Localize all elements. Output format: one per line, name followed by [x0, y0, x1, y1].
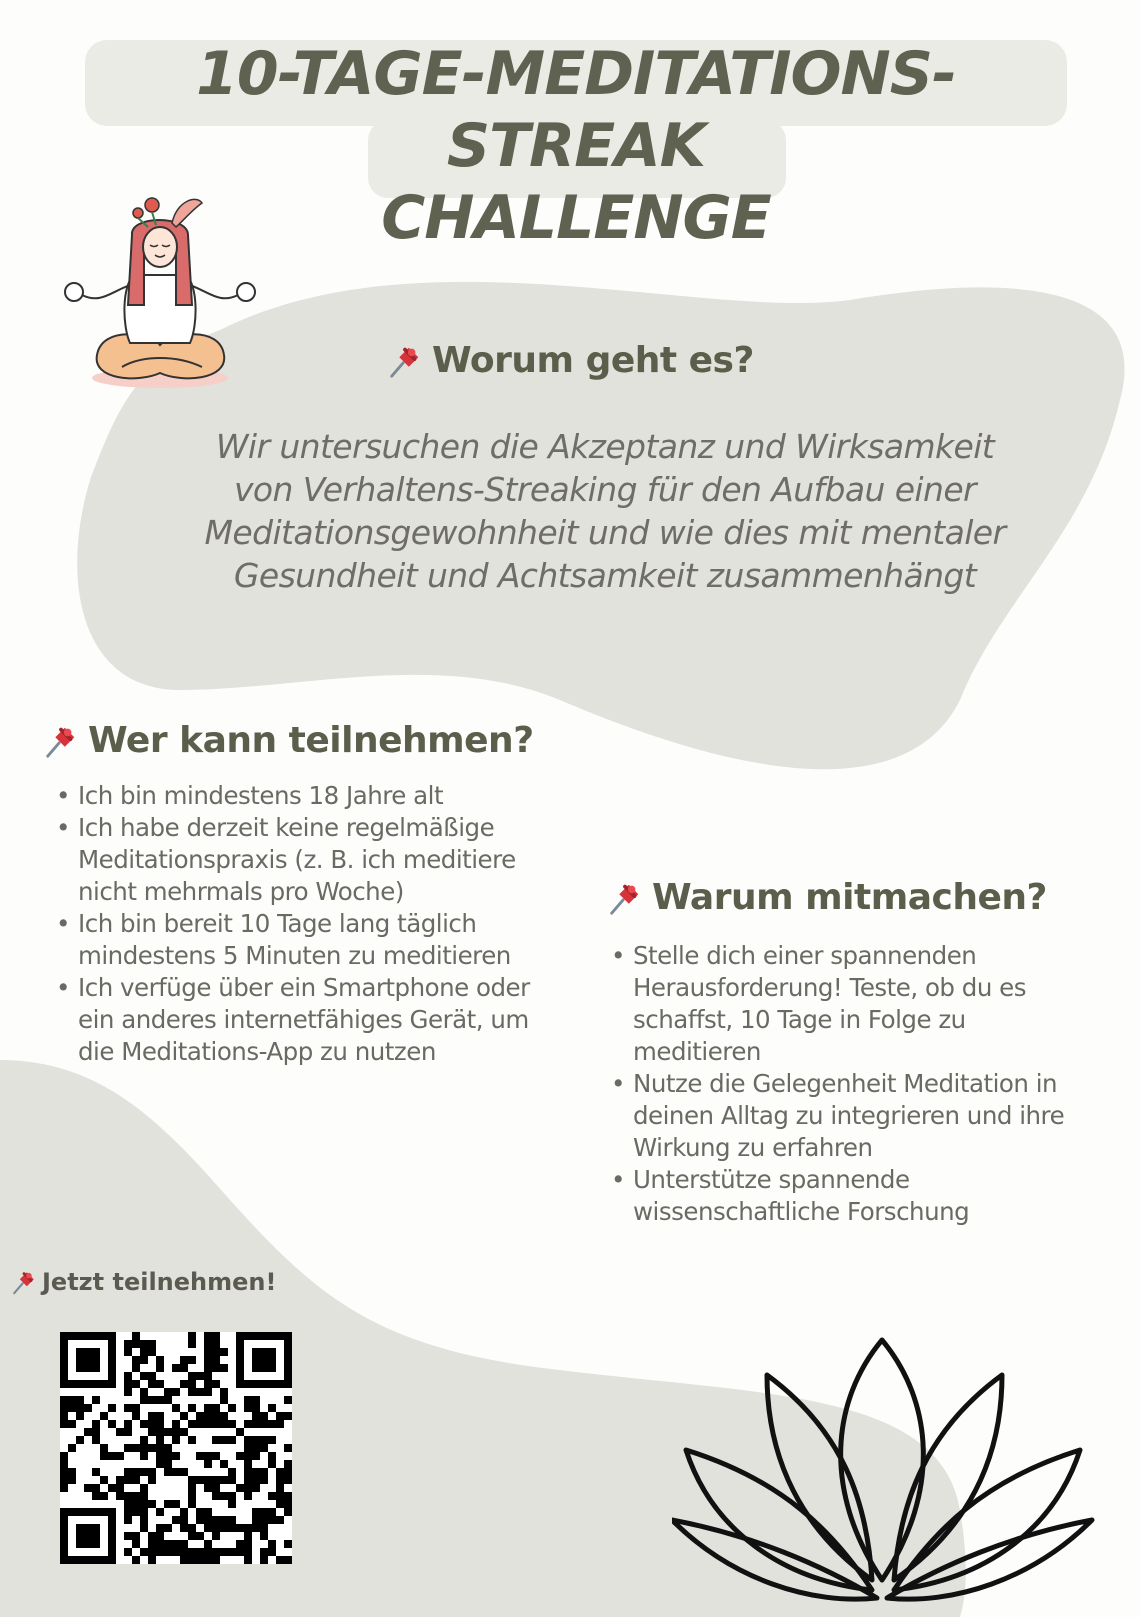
pushpin-icon — [42, 722, 80, 760]
about-heading — [386, 340, 754, 381]
about-heading-text: Worum geht es? — [432, 340, 754, 381]
about-text: Wir untersuchen die Akzeptanz und Wirksamkeit von Verhaltens-Streaking für den Aufbau einer Meditationsgewohnheit und wie dies mit mentaler Gesundheit und Achtsamkeit zusammenhängt — [204, 427, 1006, 595]
benefits-list — [609, 940, 1079, 1228]
eligibility-list — [54, 780, 534, 1068]
list-item: • Ich bin bereit 10 Tage lang täglich mindestens 5 Minuten zu meditieren — [54, 908, 534, 972]
benefits-heading-text: Warum mitmachen? — [652, 877, 1047, 918]
pushpin-icon — [10, 1268, 38, 1296]
cta-label — [10, 1268, 276, 1296]
list-item: • Nutze die Gelegenheit Meditation in deinen Alltag zu integrieren und ihre Wirkung zu erfahren — [609, 1068, 1079, 1164]
qr-code-icon[interactable] — [60, 1332, 292, 1564]
list-item: • Ich habe derzeit keine regelmäßige Meditationspraxis (z. B. ich meditiere nicht mehrmals pro Woche) — [54, 812, 534, 908]
title-line-2: CHALLENGE — [381, 183, 771, 253]
meditating-woman-illustration — [52, 195, 267, 405]
list-item: • Ich verfüge über ein Smartphone oder ein anderes internetfähiges Gerät, um die Meditations-App zu nutzen — [54, 972, 534, 1068]
title-line-1: 10-TAGE-MEDITATIONS-STREAK — [196, 39, 956, 181]
lotus-outline-icon — [672, 1330, 1132, 1617]
list-item: • Stelle dich einer spannenden Herausforderung! Teste, ob du es schaffst, 10 Tage in Folge zu meditieren — [609, 940, 1079, 1068]
pushpin-icon — [606, 879, 644, 917]
list-item: • Ich bin mindestens 18 Jahre alt — [54, 780, 534, 812]
eligibility-heading — [42, 720, 534, 761]
list-item: • Unterstütze spannende wissenschaftliche Forschung — [609, 1164, 1079, 1228]
eligibility-heading-text: Wer kann teilnehmen? — [88, 720, 534, 761]
pushpin-icon — [386, 342, 424, 380]
cta-text: Jetzt teilnehmen! — [42, 1268, 277, 1296]
benefits-heading — [606, 877, 1047, 918]
